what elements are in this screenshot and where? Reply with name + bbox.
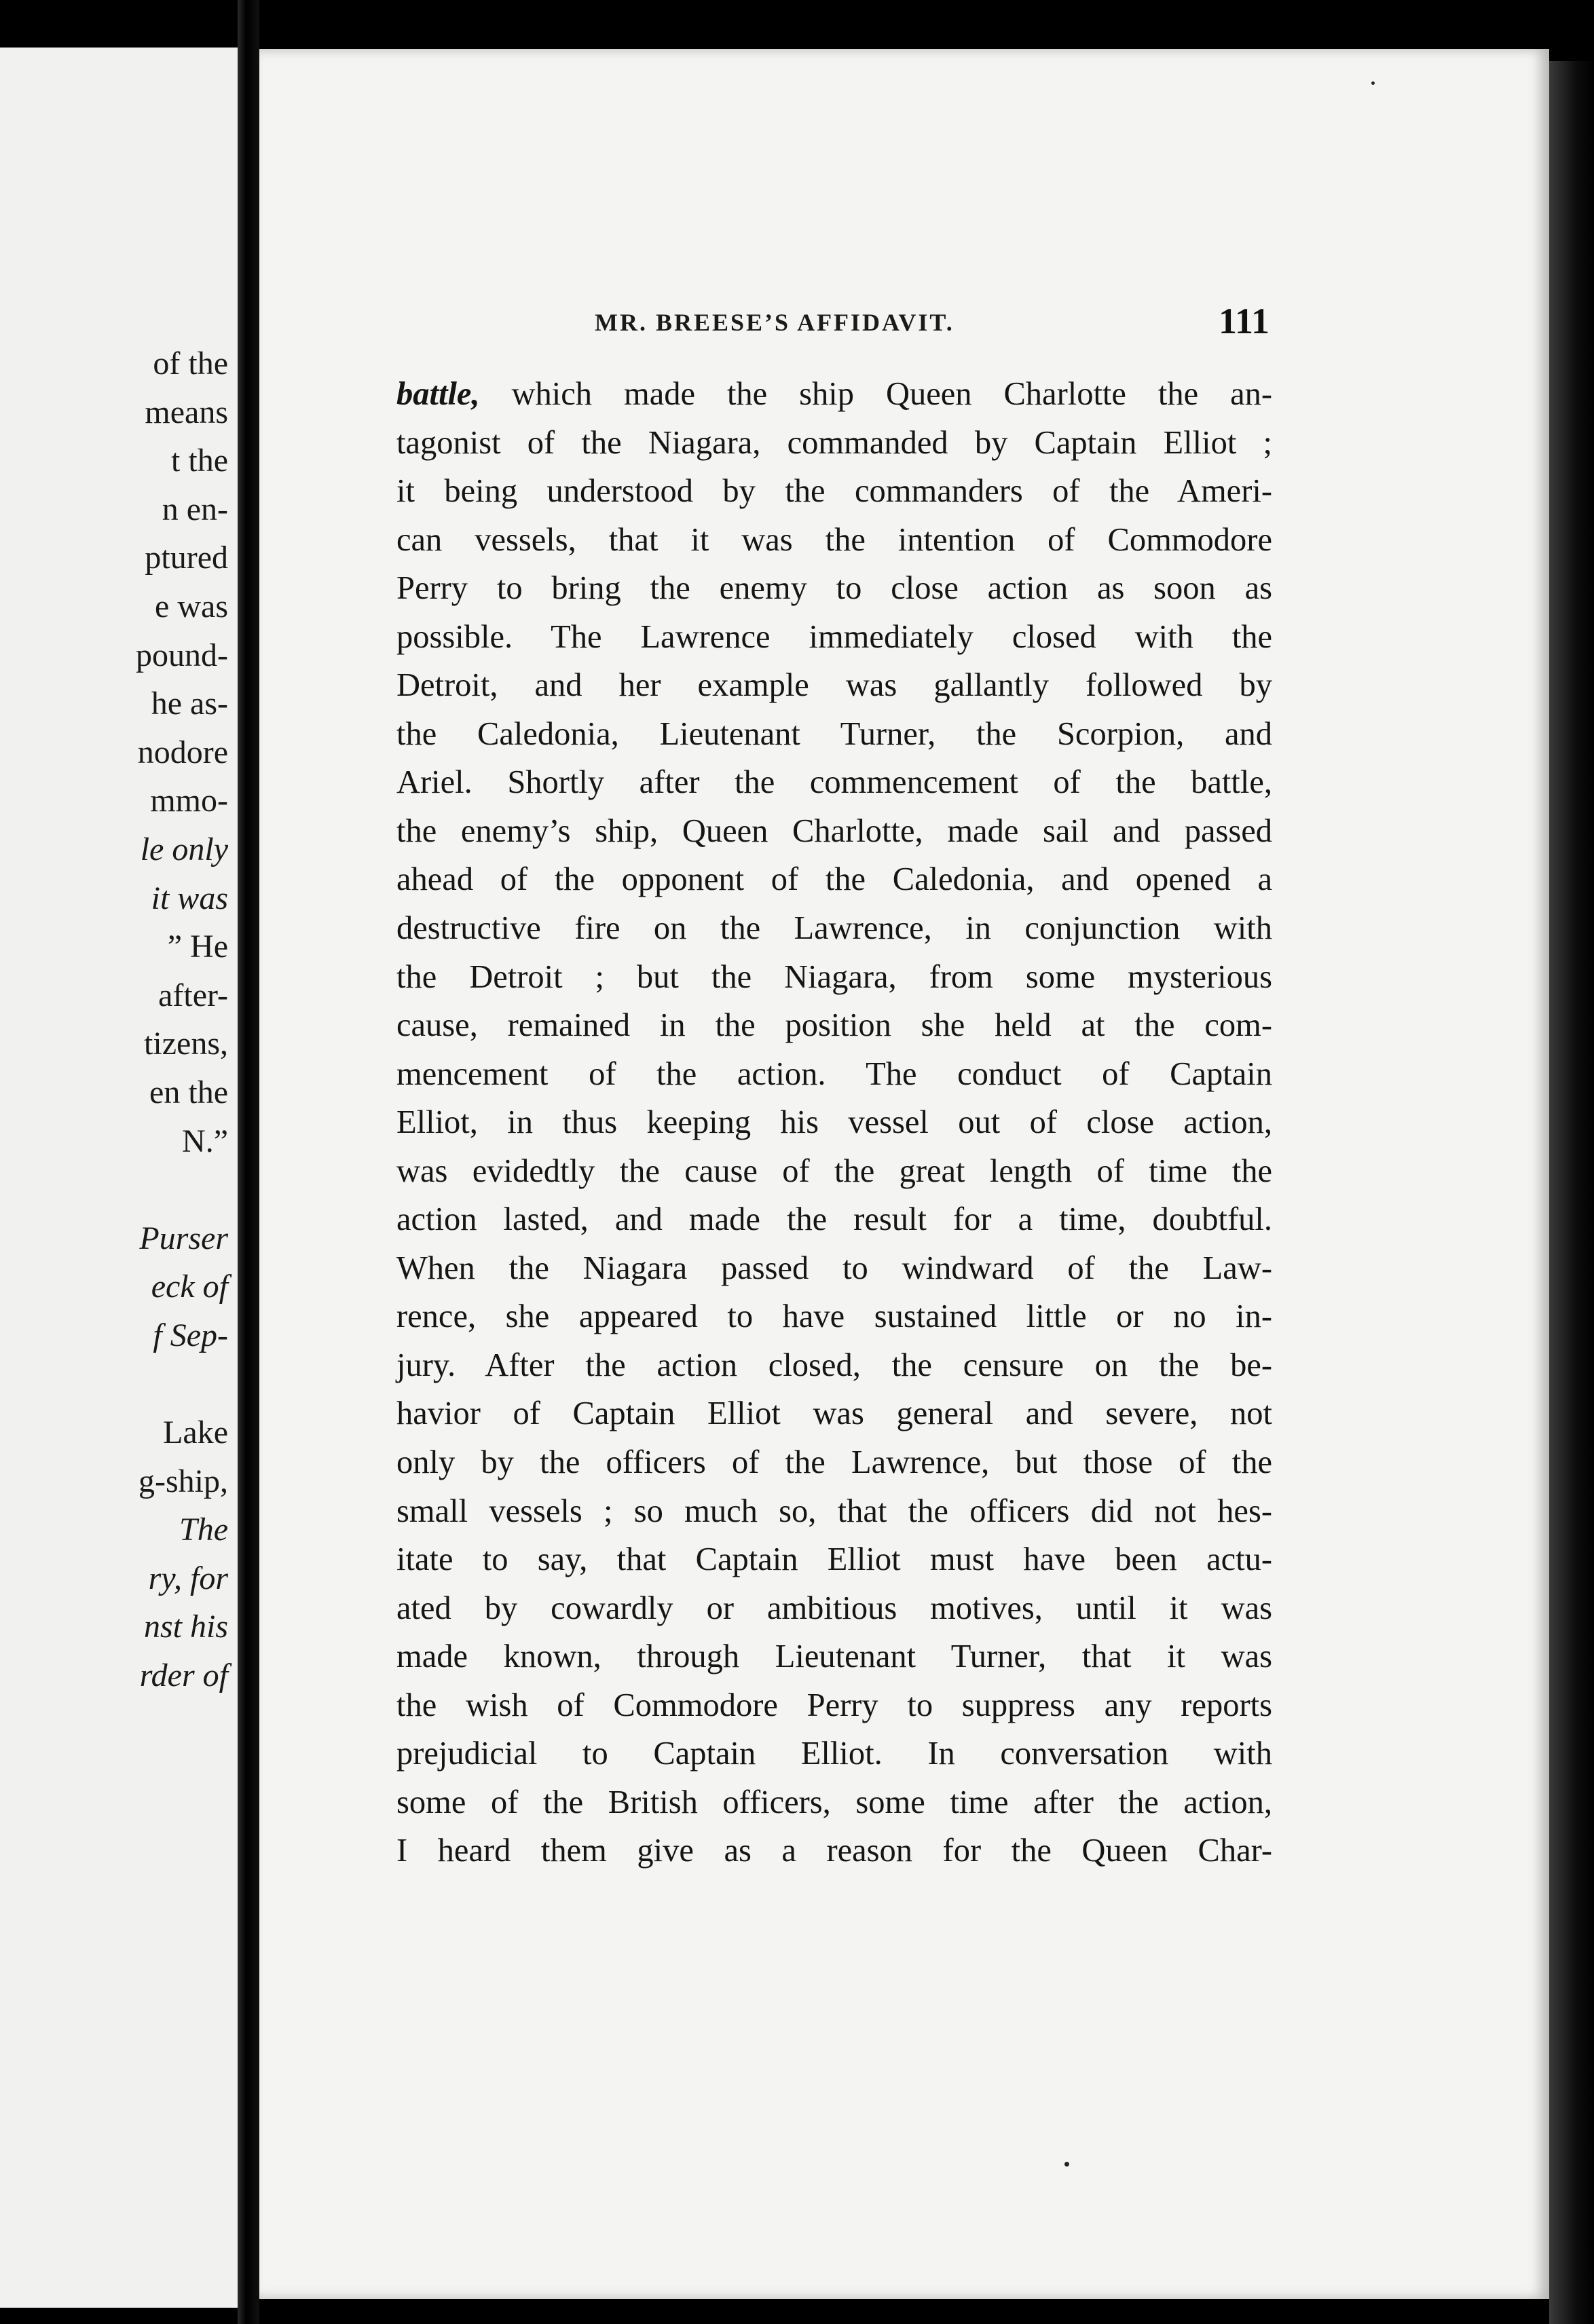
facing-page-line: ry, for: [148, 1560, 228, 1596]
text-line: it being understood by the commanders of the Ameri-: [396, 473, 1272, 510]
facing-page-line: The: [179, 1512, 228, 1548]
text-line: the enemy’s ship, Queen Charlotte, made sail and passed: [396, 812, 1272, 849]
text-line: made known, through Lieutenant Turner, that it was: [396, 1638, 1272, 1675]
body-text: [396, 370, 1272, 1875]
text-line: ahead of the opponent of the Caledonia, and opened a: [396, 861, 1272, 898]
paper-speck: [1064, 2162, 1069, 2167]
text-line: havior of Captain Elliot was general and severe, not: [396, 1395, 1272, 1432]
text-line: the Detroit ; but the Niagara, from some mysterious: [396, 958, 1272, 995]
facing-page-line: ptured: [145, 540, 228, 576]
facing-page-line: rder of: [139, 1657, 228, 1694]
facing-page-line: eck of: [151, 1269, 228, 1305]
facing-page-line: Purser: [139, 1220, 228, 1256]
facing-page-line: [136, 1360, 228, 1408]
facing-page-line: Lake: [163, 1414, 228, 1451]
facing-page-line: N.”: [182, 1123, 228, 1159]
facing-page-line: tizens,: [144, 1026, 228, 1062]
text-line: ated by cowardly or ambitious motives, until it was: [396, 1590, 1272, 1626]
italic-word: battle,: [396, 376, 480, 412]
facing-page-line: of the: [153, 345, 228, 381]
paper-speck: [1371, 81, 1375, 85]
text-line: itate to say, that Captain Elliot must have been actu-: [396, 1541, 1272, 1578]
page-edge-shadow: [1549, 61, 1594, 2324]
facing-page-line: f Sep-: [153, 1317, 228, 1353]
text-line: cause, remained in the position she held at the com-: [396, 1007, 1272, 1044]
facing-page-line: pound-: [136, 637, 228, 673]
text-line: the Caledonia, Lieutenant Turner, the Scorpion, and: [396, 715, 1272, 752]
page-number: 111: [1218, 301, 1269, 341]
facing-page-line: g-ship,: [138, 1463, 228, 1499]
facing-page-line: [136, 1165, 228, 1214]
facing-page-line: mmo-: [150, 783, 228, 819]
facing-page-line: n en-: [162, 491, 228, 527]
facing-page-line: t the: [171, 443, 228, 479]
text-line: jury. After the action closed, the censure on the be-: [396, 1347, 1272, 1383]
facing-page-line: e was: [155, 588, 228, 624]
text-line: mencement of the action. The conduct of Captain: [396, 1055, 1272, 1092]
page-header: [595, 300, 1274, 348]
text-line: Ariel. Shortly after the commencement of the battle,: [396, 764, 1272, 801]
facing-page: [0, 48, 238, 2308]
text-line: the wish of Commodore Perry to suppress any reports: [396, 1687, 1272, 1723]
text-line: only by the officers of the Lawrence, but those of the: [396, 1444, 1272, 1481]
book-gutter: [238, 0, 259, 2324]
facing-page-line: ” He: [167, 929, 228, 965]
facing-page-line: means: [145, 394, 228, 430]
facing-page-line: it was: [151, 880, 228, 916]
running-head: MR. BREESE’S AFFIDAVIT.: [595, 309, 954, 336]
text-line: some of the British officers, some time after the action,: [396, 1784, 1272, 1820]
facing-page-line: en the: [149, 1074, 228, 1110]
text-line: Elliot, in thus keeping his vessel out of close action,: [396, 1104, 1272, 1141]
facing-page-text: [136, 339, 228, 1700]
text-line: destructive fire on the Lawrence, in conjunction with: [396, 910, 1272, 947]
text-line: When the Niagara passed to windward of the Law-: [396, 1250, 1272, 1286]
facing-page-line: after-: [158, 977, 228, 1013]
text-line: rence, she appeared to have sustained little or no in-: [396, 1298, 1272, 1335]
facing-page-line: le only: [140, 831, 228, 867]
facing-page-line: nst his: [143, 1609, 228, 1645]
text-line: small vessels ; so much so, that the officers did not hes-: [396, 1493, 1272, 1529]
facing-page-line: he as-: [151, 686, 228, 722]
text-line: can vessels, that it was the intention of Commodore: [396, 521, 1272, 558]
text-line: Perry to bring the enemy to close action as soon as: [396, 570, 1272, 607]
text-line: possible. The Lawrence immediately closed with the: [396, 618, 1272, 655]
text-line: was evidedtly the cause of the great length of time the: [396, 1152, 1272, 1189]
text-line-rest: which made the ship Queen Charlotte the an-: [479, 376, 1272, 412]
facing-page-line: nodore: [137, 734, 228, 770]
text-line: prejudicial to Captain Elliot. In conversation with: [396, 1736, 1272, 1772]
text-line: Detroit, and her example was gallantly followed by: [396, 667, 1272, 704]
text-line: tagonist of the Niagara, commanded by Captain Elliot ;: [396, 424, 1272, 461]
text-line: [396, 370, 1272, 419]
text-line: I heard them give as a reason for the Queen Char-: [396, 1833, 1272, 1869]
text-line: action lasted, and made the result for a time, doubtful.: [396, 1201, 1272, 1238]
